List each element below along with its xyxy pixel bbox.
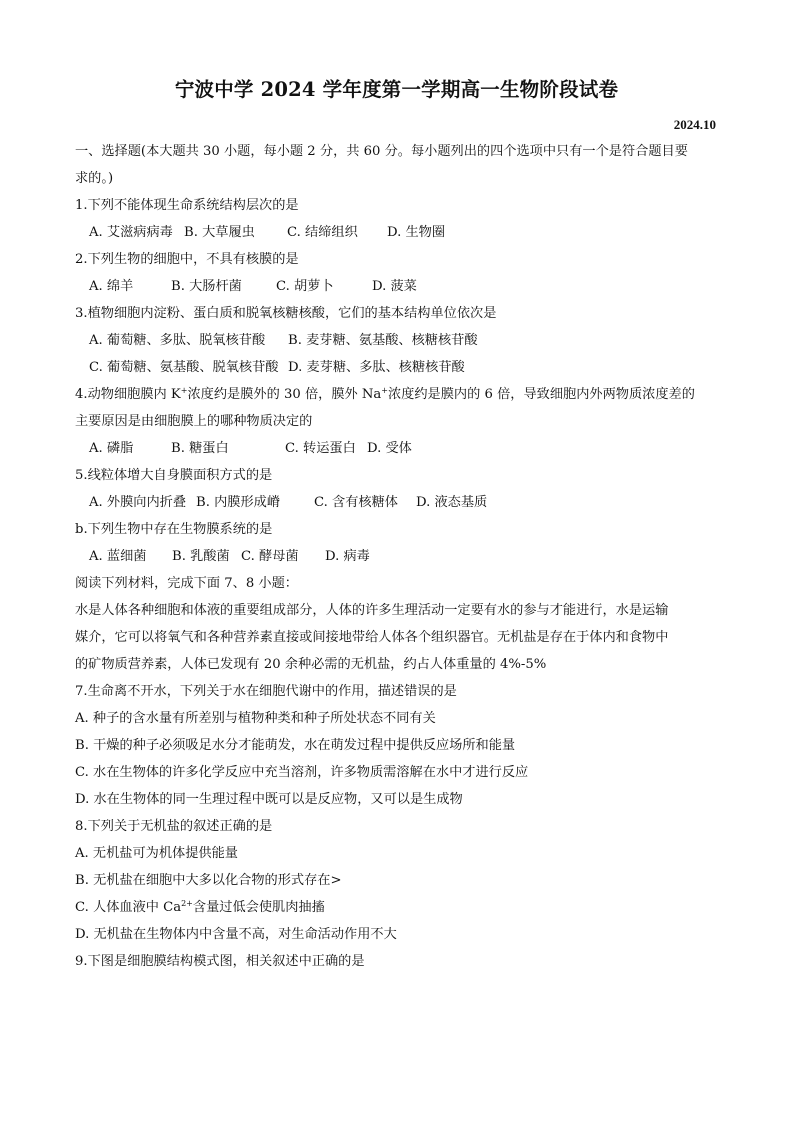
question-8-option-c-sup: 2+ (181, 899, 193, 908)
question-4-stem-part2: 浓度约是膜外的 30 倍，膜外 Na (187, 387, 382, 402)
question-8-option-b: B. 无机盐在细胞中大多以化合物的形式存在> (75, 873, 342, 888)
question-4-stem (75, 381, 720, 408)
question-1-option-c: C. 结缔组织 (287, 225, 358, 240)
question-4-stem-part1: 4.动物细胞膜内 K (75, 387, 181, 402)
question-5-option-c: C. 含有核糖体 (314, 495, 398, 510)
question-7-option-b: B. 干燥的种子必须吸足水分才能萌发，水在萌发过程中提供反应场所和能量 (75, 738, 516, 753)
question-8-option-a: A. 无机盐可为机体提供能量 (75, 846, 238, 861)
question-7-option-c: C. 水在生物体的许多化学反应中充当溶剂，许多物质需溶解在水中才进行反应 (75, 765, 529, 780)
question-5-option-a: A. 外膜向内折叠 (89, 495, 187, 510)
exam-body (75, 138, 720, 975)
question-2-option-c: C. 胡萝卜 (276, 279, 334, 294)
question-3-option-a: A. 葡萄糖、多肽、脱氧核苷酸 (89, 333, 266, 348)
question-2-option-b: B. 大肠杆菌 (171, 279, 242, 294)
question-3-option-d: D. 麦芽糖、多肽、核糖核苷酸 (288, 360, 465, 375)
material-line2: 媒介，它可以将氧气和各种营养素直接或间接地带给人体各个组织器官。无机盐是存在于体内和食物中 (75, 630, 669, 645)
question-2-option-d: D. 菠菜 (372, 279, 417, 294)
question-2-stem: 2.下列生物的细胞中，不具有核膜的是 (75, 252, 299, 267)
material-line3: 的矿物质营养素，人体已发现有 20 余种必需的无机盐，约占人体重量的 4%-5% (75, 657, 547, 672)
question-3-options-row1 (75, 327, 720, 354)
question-7-option-d: D. 水在生物体的同一生理过程中既可以是反应物，又可以是生成物 (75, 792, 463, 807)
question-8-option-d: D. 无机盐在生物体内中含量不高，对生命活动作用不大 (75, 927, 397, 942)
question-1-options (75, 219, 720, 246)
question-8-option-c (75, 894, 720, 921)
section-intro-line1: 一、选择题(本大题共 30 小题，每小题 2 分，共 60 分。每小题列出的四个选项中只有一个是符合题目要 (75, 144, 688, 159)
question-6-option-b: B. 乳酸菌 (172, 549, 230, 564)
question-3-stem: 3.植物细胞内淀粉、蛋白质和脱氧核糖核酸，它们的基本结构单位依次是 (75, 306, 497, 321)
material-lead: 阅读下列材料，完成下面 7、8 小题： (75, 576, 298, 591)
question-5-option-d: D. 液态基质 (416, 495, 488, 510)
section-intro-line2: 求的。) (75, 171, 114, 186)
question-8-stem: 8.下列关于无机盐的叙述正确的是 (75, 819, 273, 834)
question-4-option-d: D. 受体 (367, 441, 412, 456)
question-4-option-b: B. 糖蛋白 (171, 441, 229, 456)
question-1-option-a: A. 艾滋病病毒 (89, 225, 173, 240)
question-3-option-b: B. 麦芽糖、氨基酸、核糖核苷酸 (288, 333, 478, 348)
question-4-stem-part3: 浓度约是膜内的 6 倍，导致细胞内外两物质浓度差的 (388, 387, 695, 402)
question-1-option-d: D. 生物圈 (387, 225, 446, 240)
question-4-sup2: + (381, 386, 388, 395)
question-3-options-row2 (75, 354, 720, 381)
question-5-option-b: B. 内膜形成嵴 (196, 495, 281, 510)
question-6-option-c: C. 酵母菌 (241, 549, 299, 564)
question-6-options (75, 543, 720, 570)
question-1-stem: 1.下列不能体现生命系统结构层次的是 (75, 198, 299, 213)
question-6-option-a: A. 蓝细菌 (89, 549, 147, 564)
material-line1: 水是人体各种细胞和体液的重要组成部分，人体的许多生理活动一定要有水的参与才能进行，水是运输 (75, 603, 669, 618)
exam-date: 2024.10 (673, 117, 716, 132)
question-4-option-c: C. 转运蛋白 (285, 441, 356, 456)
question-9-stem: 9.下图是细胞膜结构模式图，相关叙述中正确的是 (75, 954, 365, 969)
question-6-option-d: D. 病毒 (325, 549, 370, 564)
question-4-stem-line2: 主要原因是由细胞膜上的哪种物质决定的 (75, 414, 313, 429)
question-3-option-c: C. 葡萄糖、氨基酸、脱氧核苷酸 (89, 360, 279, 375)
question-7-option-a: A. 种子的含水量有所差别与植物种类和种子所处状态不同有关 (75, 711, 436, 726)
question-5-stem: 5.线粒体增大自身膜面积方式的是 (75, 468, 273, 483)
question-2-option-a: A. 绵羊 (89, 279, 134, 294)
question-4-sup1: + (180, 386, 188, 395)
page-title: 宁波中学 2024 学年度第一学期高一生物阶段试卷 (174, 78, 619, 101)
question-8-option-c-part2: 含量过低会使肌肉抽搐 (192, 900, 325, 915)
question-6-stem: b.下列生物中存在生物膜系统的是 (75, 522, 273, 537)
question-8-option-c-part1: C. 人体血液中 Ca (75, 900, 182, 915)
question-1-option-b: B. 大草履虫 (184, 225, 255, 240)
question-7-stem: 7.生命离不开水，下列关于水在细胞代谢中的作用，描述错误的是 (75, 684, 457, 699)
question-4-option-a: A. 磷脂 (89, 441, 134, 456)
question-5-options (75, 489, 720, 516)
question-2-options (75, 273, 720, 300)
question-4-options (75, 435, 720, 462)
